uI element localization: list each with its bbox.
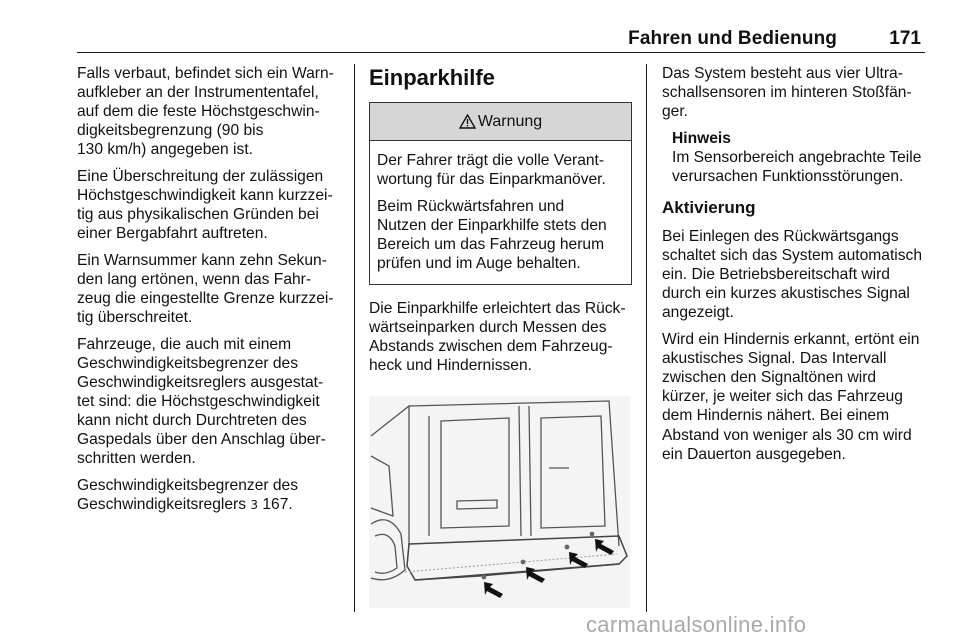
- text-line: Geschwindigkeitsreglers ausgestat-: [77, 373, 324, 391]
- text-line: heck und Hindernissen.: [369, 356, 532, 374]
- text-line: Fahrzeuge, die auch mit einem: [77, 335, 292, 353]
- text-line: Das System besteht aus vier Ultra-: [662, 65, 903, 82]
- text-line: Der Fahrer trägt die volle Verant-: [377, 152, 605, 169]
- sensor-dot: [482, 575, 487, 580]
- text-line: schallsensoren im hinteren Stoßfän-: [662, 84, 912, 102]
- text-line: ger.: [662, 103, 689, 121]
- text-line: Abstand von weniger als 30 cm wird: [662, 426, 912, 444]
- text-line: Geschwindigkeitsbegrenzer des: [77, 354, 299, 372]
- text-line: [77, 495, 347, 515]
- text-line: schaltet sich das System automatisch: [662, 247, 923, 265]
- page-number: 171: [889, 28, 921, 49]
- text-line: zeug die eingestellte Grenze kurzzei-: [77, 290, 334, 308]
- warning-label: Warnung: [477, 112, 543, 130]
- text-line: akustisches Signal. Das Intervall: [662, 350, 887, 368]
- text-line: Nutzen der Einparkhilfe stets den: [377, 216, 607, 234]
- text-line: Beim Rückwärtsfahren und: [377, 197, 565, 215]
- text-line: Abstands zwischen dem Fahrzeug-: [369, 337, 613, 355]
- text-line: Bereich um das Fahrzeug herum: [377, 235, 605, 253]
- chapter-title: Fahren und Bedienung: [628, 28, 837, 49]
- paragraph: [662, 330, 927, 464]
- text-line: den lang ertönen, wenn das Fahr-: [77, 270, 312, 288]
- warning-box: [369, 102, 632, 285]
- warning-header: [370, 103, 631, 141]
- paragraph: [77, 251, 347, 327]
- column-right: [662, 64, 927, 471]
- watermark: carmanualsonline.info: [586, 612, 807, 637]
- subsection-title: Aktivierung: [662, 198, 756, 218]
- paragraph: [369, 299, 631, 375]
- parking-sensor-illustration: [369, 396, 630, 608]
- sensor-dot: [521, 560, 526, 565]
- text-line: ein. Die Betriebsbereitschaft wird: [662, 266, 890, 284]
- sensor-dot: [590, 532, 595, 537]
- text-line: Die Einparkhilfe erleichtert das Rück-: [369, 299, 626, 317]
- text-line: dem Hindernis nähert. Bei einem: [662, 407, 890, 425]
- paragraph: [662, 64, 927, 121]
- cross-reference: [77, 476, 347, 515]
- warning-body: [370, 141, 631, 284]
- cross-reference-text: Geschwindigkeitsreglers: [77, 495, 247, 513]
- text-line: Bei Einlegen des Rückwärtsgangs: [662, 228, 899, 246]
- column-left: [77, 64, 347, 523]
- paragraph: [377, 151, 624, 189]
- paragraph: [77, 335, 347, 469]
- reference-arrow-icon[interactable]: 3: [250, 497, 258, 512]
- text-line: Ein Warnsummer kann zehn Sekun-: [77, 251, 327, 269]
- warning-triangle-icon: [459, 114, 476, 129]
- text-line: digkeitsbegrenzung (90 bis: [77, 122, 264, 140]
- text-line: Geschwindigkeitsbegrenzer des: [77, 476, 299, 494]
- text-line: auf dem die feste Höchstgeschwin-: [77, 103, 320, 121]
- note-block: [672, 129, 927, 186]
- text-line: tig aus physikalischen Gründen bei: [77, 206, 319, 224]
- text-line: kann nicht durch Durchtreten des: [77, 412, 307, 430]
- text-line: tet sind: die Höchstgeschwindigkeit: [77, 393, 320, 410]
- text-line: Eine Überschreitung der zulässigen: [77, 167, 324, 185]
- text-line: schritten werden.: [77, 450, 196, 468]
- paragraph: [662, 227, 927, 322]
- column-divider-right: [646, 64, 647, 612]
- text-line: einer Bergabfahrt auftreten.: [77, 225, 268, 243]
- paragraph: [377, 197, 624, 273]
- text-line: prüfen und im Auge behalten.: [377, 254, 581, 272]
- text-line: 130 km/h) angegeben ist.: [77, 141, 253, 159]
- text-line: aufkleber an der Instrumententafel,: [77, 84, 319, 102]
- text-line: Wird ein Hindernis erkannt, ertönt ein: [662, 331, 920, 349]
- text-line: Im Sensorbereich angebrachte Teile: [672, 148, 922, 166]
- sensor-dot: [565, 545, 570, 550]
- text-line: zwischen den Signaltönen wird: [662, 369, 877, 387]
- text-line: durch ein kurzes akustisches Signal: [662, 285, 910, 303]
- column-middle: [369, 64, 631, 614]
- text-line: tig überschreitet.: [77, 309, 193, 327]
- text-line: ein Dauerton ausgegeben.: [662, 445, 846, 463]
- text-line: angezeigt.: [662, 304, 734, 322]
- text-line: wortung für das Einparkmanöver.: [377, 171, 606, 189]
- text-line: Falls verbaut, befindet sich ein Warn-: [77, 65, 334, 82]
- text-line: kürzer, je weiter sich das Fahrzeug: [662, 388, 903, 406]
- paragraph: [77, 64, 347, 159]
- note-title: Hinweis: [672, 129, 731, 147]
- paragraph: [77, 167, 347, 243]
- text-line: Höchstgeschwindigkeit kann kurzzei-: [77, 187, 333, 205]
- reference-page-link[interactable]: 167.: [262, 495, 293, 513]
- section-title: Einparkhilfe: [369, 65, 495, 90]
- text-line: Gaspedals über den Anschlag über-: [77, 431, 326, 449]
- column-divider-left: [354, 64, 355, 612]
- text-line: verursachen Funktionsstörungen.: [672, 167, 904, 185]
- page-header: [77, 24, 925, 53]
- text-line: wärtseinparken durch Messen des: [369, 318, 607, 336]
